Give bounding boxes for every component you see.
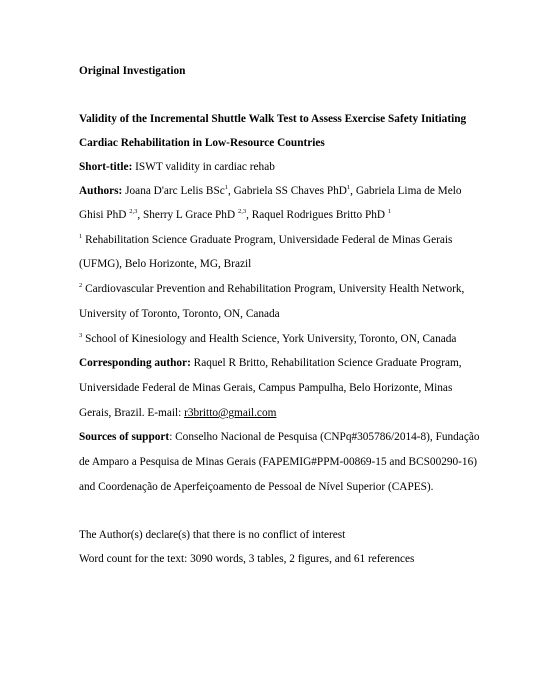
- affiliation-3-number: 3: [79, 332, 83, 340]
- sources-of-support-label: Sources of support: [79, 431, 170, 443]
- corresponding-author-line-3: [79, 408, 276, 419]
- affiliation-3: [79, 334, 456, 345]
- authors-label: Authors:: [79, 185, 123, 197]
- affiliation-2-number: 2: [79, 282, 83, 290]
- affiliation-1-number: 1: [79, 233, 83, 241]
- sources-of-support-line-3: and Coordenação de Aperfeiçoamento de Pessoal de Nível Superior (CAPES).: [79, 481, 434, 493]
- author-3-cont: Ghisi PhD: [79, 209, 130, 221]
- short-title: [79, 162, 275, 173]
- authors-line-2: [79, 210, 391, 221]
- affiliation-3-text: School of Kinesiology and Health Science, York University, Toronto, ON, Canada: [82, 333, 457, 345]
- author-3: , Gabriela Lima de Melo: [350, 185, 462, 197]
- affiliation-2-text: Cardiovascular Prevention and Rehabilitation Program, University Health Network,: [82, 283, 465, 295]
- author-1: Joana D'arc Lelis BSc: [122, 185, 225, 197]
- affiliation-1-line-2: (UFMG), Belo Horizonte, MG, Brazil: [79, 258, 252, 270]
- affiliation-2-line-2: University of Toronto, Toronto, ON, Canada: [79, 308, 280, 320]
- author-4: , Sherry L Grace PhD: [137, 209, 238, 221]
- sources-of-support-line-1: [79, 432, 480, 443]
- sources-of-support-line-2: de Amparo a Pesquisa de Minas Gerais (FAPEMIG#PPM-00869-15 and BCS00290-16): [79, 456, 477, 468]
- author-2: , Gabriela SS Chaves PhD: [228, 185, 347, 197]
- affiliation-1-text: Rehabilitation Science Graduate Program, Universidade Federal de Minas Gerais: [82, 234, 453, 246]
- author-4-affiliation: 2,3: [237, 208, 247, 216]
- authors-line-1: [79, 186, 462, 197]
- title-line-1: Validity of the Incremental Shuttle Walk Test to Assess Exercise Safety Initiating: [79, 113, 467, 125]
- sources-of-support-text: : Conselho Nacional de Pesquisa (CNPq#305786/2014-8), Fundação: [169, 431, 480, 443]
- author-2-affiliation: 1: [346, 184, 351, 192]
- author-5: , Raquel Rodrigues Britto PhD: [246, 209, 388, 221]
- corresponding-author-label: Corresponding author:: [79, 357, 191, 369]
- author-5-affiliation: 1: [387, 208, 392, 216]
- section-heading: Original Investigation: [79, 65, 186, 77]
- conflict-statement: The Author(s) declare(s) that there is no conflict of interest: [79, 529, 346, 541]
- email-link[interactable]: r3britto@gmail.com: [184, 407, 277, 419]
- title-line-2: Cardiac Rehabilitation in Low-Resource Countries: [79, 137, 325, 149]
- author-3-affiliation: 2,3: [129, 208, 138, 216]
- word-count: Word count for the text: 3090 words, 3 tables, 2 figures, and 61 references: [79, 553, 415, 565]
- author-1-affiliation: 1: [224, 184, 228, 192]
- short-title-label: Short-title:: [79, 161, 133, 173]
- affiliation-2-line-1: [79, 284, 464, 295]
- email-prefix: Gerais, Brazil. E-mail:: [79, 407, 185, 419]
- short-title-value: ISWT validity in cardiac rehab: [132, 161, 275, 173]
- affiliation-1-line-1: [79, 235, 452, 246]
- corresponding-author-line-2: Universidade Federal de Minas Gerais, Campus Pampulha, Belo Horizonte, Minas: [79, 382, 453, 394]
- corresponding-author-text: Raquel R Britto, Rehabilitation Science Graduate Program,: [190, 357, 462, 369]
- corresponding-author-line-1: [79, 358, 462, 369]
